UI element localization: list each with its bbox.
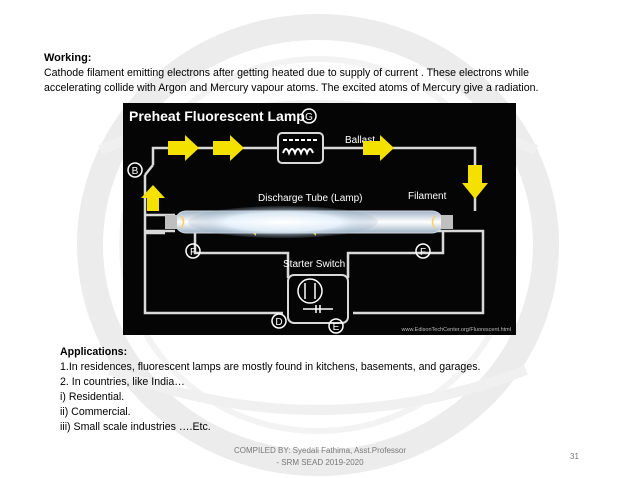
label-d: D: [275, 317, 283, 328]
application-item: iii) Small scale industries ….Etc.: [60, 421, 211, 433]
working-line-2: accelerating collide with Argon and Mercury vapour atoms. The excited atoms of Mercury give a radiation.: [44, 82, 539, 94]
label-f-left: F: [189, 247, 197, 258]
starter-label: Starter Switch: [283, 259, 346, 270]
label-e: E: [332, 322, 340, 333]
applications-section: [60, 345, 480, 435]
arrow-right-2: [213, 135, 244, 161]
tube-label: Discharge Tube (Lamp): [258, 193, 363, 204]
ballast-label: Ballast: [345, 135, 376, 146]
label-b: B: [131, 166, 139, 177]
application-item: i) Residential.: [60, 391, 125, 403]
working-text: [44, 66, 634, 96]
switch-b: [128, 163, 142, 177]
application-item: ii) Commercial.: [60, 406, 131, 418]
fluorescent-lamp-diagram: [123, 103, 516, 335]
website-credit: www.EdisonTechCenter.org/Fluorescent.html: [401, 327, 511, 333]
filament-label: Filament: [408, 191, 447, 202]
working-heading: Working:: [44, 52, 92, 64]
working-line-1: Cathode filament emitting electrons after getting heated due to supply of current . These electrons while: [44, 67, 530, 79]
arrow-right-1: [168, 135, 199, 161]
discharge-tube: [165, 191, 453, 258]
starter-switch: [272, 259, 348, 333]
diagram-title: Preheat Fluorescent Lamp: [129, 108, 305, 124]
application-item: 2. In countries, like India…: [60, 376, 185, 388]
page-number: 31: [570, 452, 579, 461]
arrow-down: [462, 165, 488, 199]
footer-line-2: - SRM SEAD 2019-2020: [276, 458, 364, 467]
label-g: G: [305, 112, 313, 123]
label-f-right: F: [419, 247, 427, 258]
footer-line-1: COMPILED BY: Syedali Fathima, Asst.Professor: [233, 446, 407, 455]
footer-credit: [200, 445, 440, 469]
application-item: 1.In residences, fluorescent lamps are mostly found in kitchens, basements, and garages.: [60, 361, 481, 373]
applications-heading: Applications:: [60, 346, 128, 358]
